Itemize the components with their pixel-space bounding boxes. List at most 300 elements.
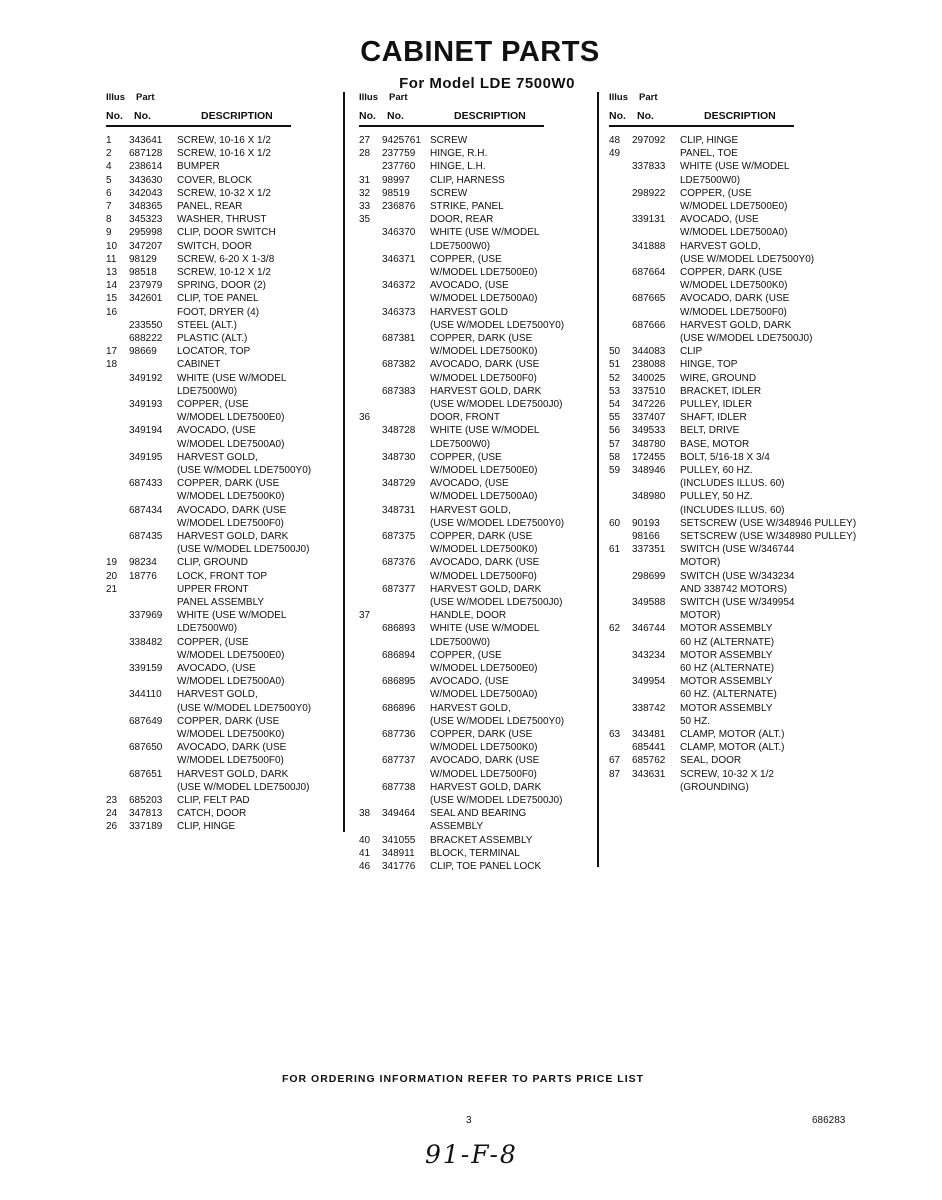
illus-number: 62 bbox=[609, 623, 621, 635]
part-number: 687649 bbox=[129, 715, 163, 727]
part-description: SEAL, DOOR bbox=[680, 755, 742, 767]
part-description: HARVEST GOLD, bbox=[177, 689, 258, 701]
part-description: AVOCADO, DARK (USE bbox=[430, 359, 540, 371]
part-description: CLIP, HINGE bbox=[177, 821, 236, 833]
illus-number: 48 bbox=[609, 135, 621, 146]
part-number: 687737 bbox=[382, 755, 416, 767]
part-description: W/MODEL LDE7500F0) bbox=[430, 570, 537, 582]
part-number: 685762 bbox=[632, 755, 666, 767]
part-number: 348911 bbox=[382, 847, 415, 859]
part-description: (USE W/MODEL LDE7500J0) bbox=[177, 781, 310, 793]
part-number: 346372 bbox=[382, 280, 416, 292]
part-number: 9425761 bbox=[382, 135, 421, 146]
part-description: COPPER, DARK (USE bbox=[680, 267, 783, 278]
illus-number: 51 bbox=[609, 359, 621, 371]
part-description: (USE W/MODEL LDE7500Y0) bbox=[430, 715, 565, 727]
illus-number: 46 bbox=[359, 861, 371, 872]
part-description: BOLT, 5/16-18 X 3/4 bbox=[680, 451, 770, 463]
part-number: 337407 bbox=[632, 412, 666, 424]
illus-number: 50 bbox=[609, 346, 621, 358]
header-part: Part bbox=[136, 92, 155, 103]
part-number: 348728 bbox=[382, 425, 416, 437]
part-description: CLIP, DOOR SWITCH bbox=[177, 227, 276, 239]
part-description: W/MODEL LDE7500K0) bbox=[430, 742, 538, 754]
part-description: AVOCADO, (USE bbox=[177, 425, 256, 437]
part-number: 686896 bbox=[382, 702, 416, 714]
part-description: SCREW, 10-16 X 1/2 bbox=[177, 148, 271, 160]
part-number: 342043 bbox=[129, 187, 163, 199]
illus-number: 24 bbox=[106, 808, 118, 820]
part-description: SEAL AND BEARING bbox=[430, 808, 527, 820]
illus-number: 11 bbox=[106, 253, 117, 265]
part-number: 687375 bbox=[382, 531, 416, 542]
header-illus-no: No. bbox=[609, 110, 626, 122]
header-illus-no: No. bbox=[106, 110, 123, 122]
part-description: HARVEST GOLD, DARK bbox=[177, 768, 289, 780]
illus-number: 23 bbox=[106, 795, 118, 806]
illus-number: 60 bbox=[609, 517, 621, 529]
part-description: W/MODEL LDE7500E0) bbox=[680, 201, 788, 212]
illus-number: 13 bbox=[106, 267, 118, 278]
part-number: 347226 bbox=[632, 399, 666, 410]
part-description: AVOCADO, (USE bbox=[430, 280, 509, 292]
part-description: (USE W/MODEL LDE7500J0) bbox=[177, 544, 310, 556]
illus-number: 7 bbox=[106, 201, 112, 212]
part-description: COPPER, DARK (USE bbox=[430, 531, 533, 542]
part-number: 18776 bbox=[129, 570, 157, 582]
illus-number: 87 bbox=[609, 768, 621, 780]
part-description: MOTOR ASSEMBLY bbox=[680, 702, 773, 714]
part-description: LOCK, FRONT TOP bbox=[177, 570, 268, 582]
part-description: SETSCREW (USE W/348980 PULLEY) bbox=[680, 531, 857, 542]
part-description: AVOCADO, (USE bbox=[430, 478, 509, 490]
part-description: BRACKET ASSEMBLY bbox=[430, 834, 533, 846]
part-description: CLIP, TOE PANEL bbox=[177, 293, 259, 305]
part-number: 98129 bbox=[129, 253, 157, 265]
part-number: 687650 bbox=[129, 742, 163, 754]
illus-number: 28 bbox=[359, 148, 371, 160]
part-number: 687666 bbox=[632, 319, 666, 331]
part-description: CLAMP, MOTOR (ALT.) bbox=[680, 742, 785, 754]
part-number: 346370 bbox=[382, 227, 416, 239]
part-number: 349533 bbox=[632, 425, 666, 437]
part-description: COPPER, (USE bbox=[430, 253, 502, 265]
part-description: AVOCADO, (USE bbox=[177, 663, 256, 674]
part-number: 687434 bbox=[129, 504, 163, 516]
part-description: SCREW, 6-20 X 1-3/8 bbox=[177, 253, 275, 265]
part-description: CLAMP, MOTOR (ALT.) bbox=[680, 729, 785, 740]
illus-number: 38 bbox=[359, 808, 371, 820]
part-description: PULLEY, IDLER bbox=[680, 399, 753, 410]
part-description: (GROUNDING) bbox=[680, 781, 749, 793]
part-description: 60 HZ. (ALTERNATE) bbox=[680, 689, 777, 701]
part-description: (INCLUDES ILLUS. 60) bbox=[680, 478, 785, 490]
illus-number: 67 bbox=[609, 755, 621, 767]
part-description: COPPER, (USE bbox=[430, 649, 502, 661]
part-description: W/MODEL LDE7500A0) bbox=[430, 491, 538, 503]
part-number: 687664 bbox=[632, 267, 666, 278]
illus-number: 31 bbox=[359, 174, 371, 186]
part-number: 348980 bbox=[632, 491, 666, 503]
part-description: 50 HZ. bbox=[680, 715, 711, 727]
part-description: STRIKE, PANEL bbox=[430, 201, 504, 212]
part-number: 236876 bbox=[382, 201, 416, 212]
part-description: 60 HZ (ALTERNATE) bbox=[680, 663, 775, 674]
header-rule bbox=[106, 125, 291, 127]
part-description: W/MODEL LDE7500A0) bbox=[430, 293, 538, 305]
illus-number: 15 bbox=[106, 293, 118, 305]
part-description: PANEL ASSEMBLY bbox=[177, 597, 265, 608]
part-number: 98997 bbox=[382, 174, 410, 186]
part-description: FOOT, DRYER (4) bbox=[177, 306, 260, 318]
part-description: (INCLUDES ILLUS. 60) bbox=[680, 504, 785, 516]
illus-number: 2 bbox=[106, 148, 112, 160]
part-description: SPRING, DOOR (2) bbox=[177, 280, 266, 292]
part-description: DOOR, FRONT bbox=[430, 412, 500, 424]
illus-number: 9 bbox=[106, 227, 112, 239]
part-number: 687738 bbox=[382, 781, 416, 793]
part-description: BUMPER bbox=[177, 161, 220, 173]
part-description: SCREW bbox=[430, 135, 468, 146]
part-number: 685203 bbox=[129, 795, 163, 806]
part-description: MOTOR ASSEMBLY bbox=[680, 676, 773, 688]
illus-number: 59 bbox=[609, 465, 621, 476]
illus-number: 63 bbox=[609, 729, 621, 740]
header-illus-no: No. bbox=[359, 110, 376, 122]
part-description: COPPER, DARK (USE bbox=[177, 715, 280, 727]
illus-number: 10 bbox=[106, 240, 118, 252]
header-illus: Illus bbox=[609, 92, 629, 103]
column-divider bbox=[343, 92, 345, 832]
illus-number: 57 bbox=[609, 438, 621, 450]
part-description: CABINET bbox=[177, 359, 221, 371]
part-description: COPPER, (USE bbox=[680, 187, 752, 199]
part-description: (USE W/MODEL LDE7500J0) bbox=[430, 795, 563, 806]
illus-number: 21 bbox=[106, 583, 118, 595]
part-number: 98518 bbox=[129, 267, 157, 278]
illus-number: 5 bbox=[106, 174, 112, 186]
part-number: 687376 bbox=[382, 557, 416, 569]
illus-number: 27 bbox=[359, 135, 371, 146]
part-description: MOTOR ASSEMBLY bbox=[680, 649, 773, 661]
part-description: W/MODEL LDE7500A0) bbox=[430, 689, 538, 701]
part-number: 686895 bbox=[382, 676, 416, 688]
part-number: 687433 bbox=[129, 478, 163, 490]
part-description: HINGE, L.H. bbox=[430, 161, 486, 173]
part-number: 238614 bbox=[129, 161, 163, 173]
part-number: 295998 bbox=[129, 227, 163, 239]
part-description: MOTOR) bbox=[680, 610, 721, 622]
part-description: W/MODEL LDE7500K0) bbox=[430, 544, 538, 556]
part-number: 349194 bbox=[129, 425, 163, 437]
part-number: 687382 bbox=[382, 359, 416, 371]
part-description: SWITCH (USE W/349954 bbox=[680, 597, 795, 608]
illus-number: 36 bbox=[359, 412, 371, 424]
part-description: SWITCH (USE W/346744 bbox=[680, 544, 795, 556]
part-description: HARVEST GOLD, DARK bbox=[680, 319, 792, 331]
part-description: PANEL, TOE bbox=[680, 148, 738, 160]
header-part-no: No. bbox=[134, 110, 151, 122]
part-number: 347813 bbox=[129, 808, 163, 820]
part-number: 343641 bbox=[129, 135, 163, 146]
part-description: SHAFT, IDLER bbox=[680, 412, 747, 424]
part-description: (USE W/MODEL LDE7500Y0) bbox=[177, 702, 312, 714]
illus-number: 61 bbox=[609, 544, 621, 556]
illus-number: 26 bbox=[106, 821, 118, 833]
part-description: MOTOR ASSEMBLY bbox=[680, 623, 773, 635]
part-number: 344110 bbox=[129, 689, 162, 701]
part-number: 348730 bbox=[382, 451, 416, 463]
header-description: DESCRIPTION bbox=[704, 110, 776, 122]
part-description: WASHER, THRUST bbox=[177, 214, 267, 226]
part-description: HARVEST GOLD, bbox=[430, 504, 511, 516]
part-description: LDE7500W0) bbox=[177, 385, 238, 397]
part-description: MOTOR) bbox=[680, 557, 721, 569]
part-number: 341055 bbox=[382, 834, 416, 846]
part-description: COPPER, DARK (USE bbox=[430, 333, 533, 344]
part-description: WIRE, GROUND bbox=[680, 372, 757, 384]
part-number: 348365 bbox=[129, 201, 163, 212]
part-number: 339131 bbox=[632, 214, 666, 226]
part-description: CATCH, DOOR bbox=[177, 808, 247, 820]
header-part-no: No. bbox=[637, 110, 654, 122]
part-number: 687665 bbox=[632, 293, 666, 305]
part-description: HARVEST GOLD, bbox=[680, 240, 761, 252]
illus-number: 6 bbox=[106, 187, 112, 199]
part-description: SCREW, 10-12 X 1/2 bbox=[177, 267, 271, 278]
part-description: COPPER, (USE bbox=[177, 636, 249, 648]
part-description: WHITE (USE W/MODEL bbox=[177, 610, 287, 622]
illus-number: 52 bbox=[609, 372, 621, 384]
part-number: 98234 bbox=[129, 557, 157, 569]
part-description: DOOR, REAR bbox=[430, 214, 494, 226]
part-number: 343630 bbox=[129, 174, 163, 186]
part-number: 343481 bbox=[632, 729, 666, 740]
part-number: 687736 bbox=[382, 729, 416, 740]
part-description: CLIP, FELT PAD bbox=[177, 795, 250, 806]
part-description: W/MODEL LDE7500F0) bbox=[177, 517, 284, 529]
illus-number: 16 bbox=[106, 306, 118, 318]
part-number: 349193 bbox=[129, 399, 163, 410]
part-number: 687381 bbox=[382, 333, 416, 344]
part-description: HARVEST GOLD, DARK bbox=[430, 385, 542, 397]
part-description: AVOCADO, DARK (USE bbox=[680, 293, 790, 305]
part-description: HARVEST GOLD, bbox=[177, 451, 258, 463]
part-description: (USE W/MODEL LDE7500Y0) bbox=[430, 319, 565, 331]
handwritten-note: 91-F-8 bbox=[425, 1140, 518, 1169]
part-description: UPPER FRONT bbox=[177, 583, 249, 595]
part-description: STEEL (ALT.) bbox=[177, 319, 238, 331]
part-description: AVOCADO, (USE bbox=[680, 214, 759, 226]
part-number: 688222 bbox=[129, 333, 163, 344]
part-number: 342601 bbox=[129, 293, 163, 305]
part-description: W/MODEL LDE7500K0) bbox=[430, 346, 538, 358]
part-description: COPPER, DARK (USE bbox=[430, 729, 533, 740]
part-number: 341776 bbox=[382, 861, 416, 872]
part-number: 90193 bbox=[632, 517, 660, 529]
header-illus: Illus bbox=[106, 92, 126, 103]
part-number: 348946 bbox=[632, 465, 666, 476]
page-title: CABINET PARTS bbox=[360, 36, 600, 68]
part-description: HANDLE, DOOR bbox=[430, 610, 507, 622]
part-number: 686893 bbox=[382, 623, 416, 635]
part-description: PANEL, REAR bbox=[177, 201, 243, 212]
part-number: 346744 bbox=[632, 623, 666, 635]
part-number: 349464 bbox=[382, 808, 416, 820]
part-description: CLIP, HARNESS bbox=[430, 174, 505, 186]
document-number: 686283 bbox=[812, 1115, 846, 1126]
illus-number: 58 bbox=[609, 451, 621, 463]
part-description: HINGE, TOP bbox=[680, 359, 738, 371]
part-number: 297092 bbox=[632, 135, 666, 146]
part-description: W/MODEL LDE7500K0) bbox=[680, 280, 788, 292]
part-description: WHITE (USE W/MODEL bbox=[430, 425, 540, 437]
part-number: 340025 bbox=[632, 372, 666, 384]
illus-number: 8 bbox=[106, 214, 112, 226]
illus-number: 1 bbox=[106, 135, 112, 146]
part-number: 339159 bbox=[129, 663, 163, 674]
part-number: 687383 bbox=[382, 385, 416, 397]
part-description: PULLEY, 60 HZ. bbox=[680, 465, 753, 476]
illus-number: 14 bbox=[106, 280, 118, 292]
part-description: W/MODEL LDE7500E0) bbox=[430, 465, 538, 476]
part-number: 349588 bbox=[632, 597, 666, 608]
part-description: AVOCADO, DARK (USE bbox=[430, 557, 540, 569]
part-description: HARVEST GOLD, DARK bbox=[430, 583, 542, 595]
part-description: (USE W/MODEL LDE7500J0) bbox=[680, 333, 813, 344]
part-number: 348780 bbox=[632, 438, 666, 450]
part-description: WHITE (USE W/MODEL bbox=[430, 623, 540, 635]
illus-number: 4 bbox=[106, 161, 112, 173]
part-number: 237760 bbox=[382, 161, 416, 173]
part-number: 233550 bbox=[129, 319, 163, 331]
part-description: SETSCREW (USE W/348946 PULLEY) bbox=[680, 517, 857, 529]
column-divider bbox=[597, 92, 599, 867]
header-description: DESCRIPTION bbox=[201, 110, 273, 122]
part-number: 98519 bbox=[382, 187, 410, 199]
illus-number: 20 bbox=[106, 570, 118, 582]
part-description: AVOCADO, DARK (USE bbox=[430, 755, 540, 767]
part-description: HARVEST GOLD, bbox=[430, 702, 511, 714]
illus-number: 40 bbox=[359, 834, 371, 846]
part-description: W/MODEL LDE7500F0) bbox=[680, 306, 787, 318]
part-description: LDE7500W0) bbox=[680, 174, 741, 186]
part-number: 346371 bbox=[382, 253, 416, 265]
part-description: W/MODEL LDE7500F0) bbox=[430, 768, 537, 780]
illus-number: 54 bbox=[609, 399, 621, 410]
part-description: COVER, BLOCK bbox=[177, 174, 253, 186]
part-description: COPPER, (USE bbox=[430, 451, 502, 463]
part-number: 98669 bbox=[129, 346, 157, 358]
part-description: (USE W/MODEL LDE7500Y0) bbox=[680, 253, 815, 265]
illus-number: 53 bbox=[609, 385, 621, 397]
part-description: SWITCH, DOOR bbox=[177, 240, 252, 252]
part-number: 685441 bbox=[632, 742, 666, 754]
part-number: 687435 bbox=[129, 531, 163, 542]
part-description: ASSEMBLY bbox=[430, 821, 484, 833]
part-description: LDE7500W0) bbox=[177, 623, 238, 635]
part-description: LOCATOR, TOP bbox=[177, 346, 251, 358]
part-description: (USE W/MODEL LDE7500Y0) bbox=[430, 517, 565, 529]
part-description: HINGE, R.H. bbox=[430, 148, 488, 160]
illus-number: 41 bbox=[359, 847, 371, 859]
part-description: HARVEST GOLD, DARK bbox=[430, 781, 542, 793]
part-description: BLOCK, TERMINAL bbox=[430, 847, 520, 859]
illus-number: 35 bbox=[359, 214, 371, 226]
part-description: WHITE (USE W/MODEL bbox=[680, 161, 790, 173]
part-number: 343631 bbox=[632, 768, 666, 780]
part-number: 348731 bbox=[382, 504, 416, 516]
illus-number: 55 bbox=[609, 412, 621, 424]
part-number: 687377 bbox=[382, 583, 416, 595]
illus-number: 32 bbox=[359, 187, 371, 199]
illus-number: 49 bbox=[609, 148, 621, 160]
part-description: BELT, DRIVE bbox=[680, 425, 740, 437]
part-description: W/MODEL LDE7500A0) bbox=[680, 227, 788, 239]
part-description: (USE W/MODEL LDE7500J0) bbox=[430, 399, 563, 410]
illus-number: 19 bbox=[106, 557, 118, 569]
part-description: W/MODEL LDE7500E0) bbox=[177, 649, 285, 661]
part-number: 349192 bbox=[129, 372, 163, 384]
part-number: 337189 bbox=[129, 821, 163, 833]
illus-number: 18 bbox=[106, 359, 118, 371]
part-number: 237759 bbox=[382, 148, 416, 160]
model-subtitle: For Model LDE 7500W0 bbox=[399, 75, 575, 92]
part-number: 348729 bbox=[382, 478, 416, 490]
header-part: Part bbox=[389, 92, 408, 103]
part-number: 238088 bbox=[632, 359, 666, 371]
part-description: SCREW, 10-32 X 1/2 bbox=[680, 768, 774, 780]
part-description: SWITCH (USE W/343234 bbox=[680, 570, 795, 582]
part-description: LDE7500W0) bbox=[430, 240, 491, 252]
illus-number: 33 bbox=[359, 201, 371, 212]
part-number: 337969 bbox=[129, 610, 163, 622]
part-description: W/MODEL LDE7500A0) bbox=[177, 438, 285, 450]
header-part: Part bbox=[639, 92, 658, 103]
header-illus: Illus bbox=[359, 92, 379, 103]
part-description: WHITE (USE W/MODEL bbox=[177, 372, 287, 384]
part-number: 338482 bbox=[129, 636, 163, 648]
part-description: COPPER, (USE bbox=[177, 399, 249, 410]
part-description: W/MODEL LDE7500E0) bbox=[430, 267, 538, 278]
part-description: W/MODEL LDE7500E0) bbox=[430, 663, 538, 674]
part-description: CLIP bbox=[680, 346, 703, 358]
header-part-no: No. bbox=[387, 110, 404, 122]
part-number: 298922 bbox=[632, 187, 666, 199]
part-description: CLIP, TOE PANEL LOCK bbox=[430, 861, 542, 872]
part-number: 172455 bbox=[632, 451, 666, 463]
part-description: CLIP, HINGE bbox=[680, 135, 739, 146]
header-description: DESCRIPTION bbox=[454, 110, 526, 122]
part-number: 298699 bbox=[632, 570, 666, 582]
part-number: 349195 bbox=[129, 451, 163, 463]
part-number: 686894 bbox=[382, 649, 416, 661]
part-description: BASE, MOTOR bbox=[680, 438, 750, 450]
part-description: WHITE (USE W/MODEL bbox=[430, 227, 540, 239]
part-description: W/MODEL LDE7500K0) bbox=[177, 491, 285, 503]
part-description: W/MODEL LDE7500K0) bbox=[177, 729, 285, 740]
part-description: HARVEST GOLD, DARK bbox=[177, 531, 289, 542]
part-number: 346373 bbox=[382, 306, 416, 318]
part-description: HARVEST GOLD bbox=[430, 306, 508, 318]
part-description: AVOCADO, DARK (USE bbox=[177, 742, 287, 754]
part-number: 338742 bbox=[632, 702, 666, 714]
ordering-footer: FOR ORDERING INFORMATION REFER TO PARTS PRICE LIST bbox=[281, 1073, 645, 1085]
part-description: W/MODEL LDE7500F0) bbox=[430, 372, 537, 384]
part-description: COPPER, DARK (USE bbox=[177, 478, 280, 490]
part-number: 344083 bbox=[632, 346, 666, 358]
part-description: (USE W/MODEL LDE7500Y0) bbox=[177, 465, 312, 476]
